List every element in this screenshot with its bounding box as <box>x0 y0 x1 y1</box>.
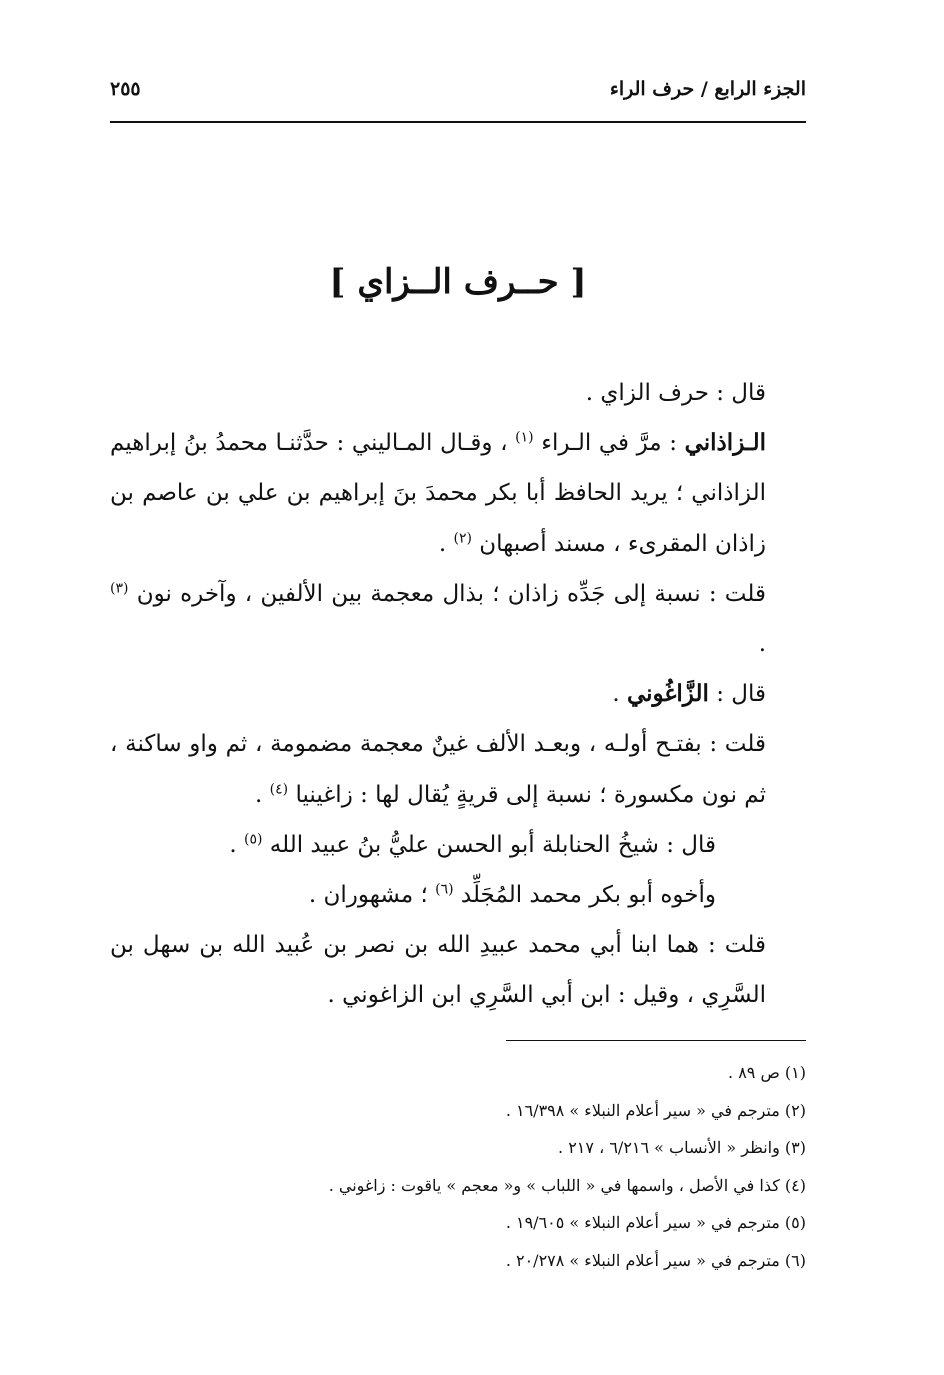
paragraph-2-text-c: . <box>438 530 454 557</box>
page-number: ٢٥٥ <box>110 78 141 100</box>
body-text <box>110 368 806 1021</box>
entry-term-zadhani: الـزاذاني <box>684 429 767 457</box>
paragraph-3 <box>110 569 806 669</box>
paragraph-6 <box>110 820 806 870</box>
paragraph-4-text-b: . <box>612 681 627 708</box>
paragraph-1: قال : حرف الزاي . <box>585 380 766 406</box>
paragraph-8: قلت : هما ابنا أبي محمد عبيدِ الله بن نصر بن عُبيد الله بن سهل بن السَّرِي ، وقيل : ابن أبي السَّرِي ابن الزاغوني . <box>110 932 766 1009</box>
footnote-ref-6: (٦) <box>435 881 454 898</box>
paragraph-2-text-a: : مرَّ في الـراء <box>533 430 685 457</box>
paragraph-3-text-b: . <box>758 631 766 658</box>
paragraph-4-text-a: قال : <box>708 681 766 708</box>
footnote-ref-3: (٣) <box>110 580 129 597</box>
footnote-2: (٢) مترجم في « سير أعلام النبلاء » ١٦/٣٩٨ . <box>505 1100 806 1120</box>
paragraph-6-text-a: قال : شيخُ الحنابلة أبو الحسن عليُّ بنُ عبيد الله <box>262 831 716 858</box>
footnote-4: (٤) كذا في الأصل ، واسمها في « اللباب » و« معجم » ياقوت : زاغوني . <box>328 1175 806 1195</box>
paragraph-7-text-a: وأخوه أبو بكر محمد المُجَلِّد <box>453 882 716 909</box>
footnote-ref-1: (١) <box>515 429 534 446</box>
paragraph-6-text-b: . <box>229 831 244 858</box>
footnote-5: (٥) مترجم في « سير أعلام النبلاء » ١٩/٦٠٥ . <box>505 1213 806 1233</box>
paragraph-4 <box>110 669 806 719</box>
paragraph-2 <box>110 418 806 569</box>
footnote-1: (١) ص ٨٩ . <box>728 1063 806 1082</box>
footnotes <box>110 1054 806 1280</box>
paragraph-5-text-a: قلت : بفتـح أولـه ، وبعـد الألف غينٌ معجمة مضمومة ، ثم واو ساكنة ، ثم نون مكسورة ؛ نسبة إلى قريةٍ يُقال لها : زاغينيا <box>110 731 766 808</box>
footnote-6: (٦) مترجم في « سير أعلام النبلاء » ٢٠/٢٧٨ . <box>505 1250 806 1270</box>
footnote-ref-5: (٥) <box>243 831 263 848</box>
footnote-ref-4: (٤) <box>269 780 289 797</box>
footnote-rule <box>506 1040 806 1041</box>
running-title: الجزء الرابع / حرف الراء <box>609 78 806 100</box>
paragraph-7 <box>110 870 806 920</box>
entry-term-zaghuni: الزَّاغُوني <box>626 680 709 708</box>
paragraph-3-text-a: قلت : نسبة إلى جَدِّه زاذان ؛ بذال معجمة بين الألفين ، وآخره نون <box>128 580 766 607</box>
header-rule <box>110 121 806 123</box>
paragraph-5 <box>110 719 806 819</box>
paragraph-7-text-b: ؛ مشهوران . <box>308 882 436 909</box>
running-header <box>110 74 806 118</box>
footnote-3: (٣) وانظر « الأنساب » ٦/٢١٦ ، ٢١٧ . <box>558 1138 806 1158</box>
paragraph-2-text-b: ، وقـال المـاليني : حدَّثنـا محمدُ بنُ إبراهيم الزاذاني ؛ يريد الحافظ أبا بكر محمدَ بنَ إبراهيم بن علي بن عاصم بن زاذان المقرىء ، مسند أصبهان <box>110 430 766 557</box>
paragraph-5-text-b: . <box>255 781 270 808</box>
chapter-title: [ حــرف الــزاي ] <box>329 262 587 302</box>
footnote-ref-2: (٢) <box>453 529 472 546</box>
